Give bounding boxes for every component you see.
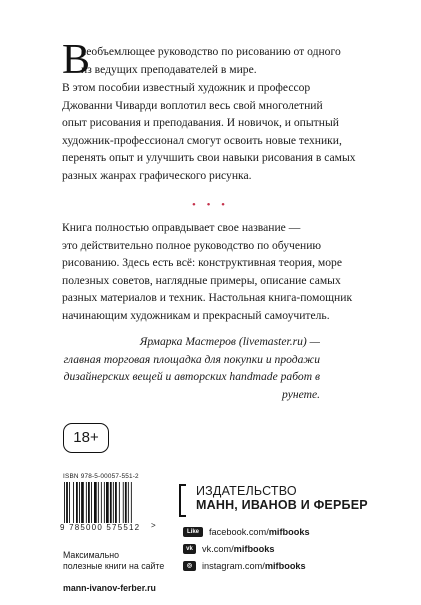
lead-paragraph — [62, 37, 362, 83]
section-separator: • • • — [191, 199, 230, 211]
paragraph-3-text: Книга полностью оправдывает свое название — это действительно полное руководство по обучению рисованию. Здесь есть всё: конструктивная теория, море полезных советов, наглядные примеры, описание самых разных материалов и техник. Настольная книга-помощник начинающим художникам и прекрасный самоучитель. — [62, 221, 353, 322]
dropcap-letter: В — [62, 37, 91, 83]
lead-line-1: сеобъемлющее руководство по рисованию от одного — [81, 45, 341, 58]
publisher-bracket — [179, 484, 186, 517]
facebook-prefix: facebook.com/ — [209, 526, 269, 537]
age-rating-badge: 18+ — [63, 423, 109, 453]
vk-handle: mifbooks — [233, 543, 275, 554]
vk-prefix: vk.com/ — [202, 543, 234, 554]
barcode-digits-text: 9 785000 575512 — [60, 523, 141, 532]
promo-text: Максимально полезные книги на сайте — [63, 550, 165, 571]
vk-icon: vk — [183, 544, 196, 554]
social-link-vk[interactable] — [183, 540, 310, 557]
promo-url-link[interactable]: mann-ivanov-ferber.ru — [63, 583, 156, 593]
livemaster-quote: Ярмарка Мастеров (livemaster.ru) — главная торговая площадка для покупки и продажи дизайнерских вещей и авторских handmade работ в рунете. — [63, 335, 320, 401]
description-paragraph-3 — [62, 219, 362, 325]
description-block — [62, 37, 362, 185]
instagram-prefix: instagram.com/ — [202, 560, 265, 571]
instagram-handle: mifbooks — [264, 560, 306, 571]
instagram-icon: ◎ — [183, 561, 196, 571]
social-link-facebook[interactable] — [183, 523, 310, 540]
publisher-line-2: МАНН, ИВАНОВ И ФЕРБЕР — [196, 498, 368, 512]
vk-like-icon: Like — [183, 527, 203, 537]
facebook-handle: mifbooks — [268, 526, 310, 537]
barcode-arrow: > — [151, 521, 156, 530]
isbn-label: ISBN 978-5-00057-551-2 — [63, 473, 139, 480]
publisher-line-1: ИЗДАТЕЛЬСТВО — [196, 484, 297, 498]
promo-block — [63, 539, 164, 605]
barcode-digits — [60, 523, 140, 532]
social-link-instagram[interactable] — [183, 557, 310, 574]
social-links — [183, 523, 310, 574]
lead-line-2: из ведущих преподавателей в мире. — [81, 62, 257, 76]
description-paragraph-2: В этом пособии известный художник и профессор Джованни Чиварди воплотил весь свой многолетний опыт рисования и преподавания. И новичок, и опытный художник-профессионал смогут освоить новые техники, перенять опыт и улучшить свои навыки рисования в самых разных жанрах графического рисунка. — [62, 81, 356, 182]
publisher-logo — [196, 484, 368, 513]
